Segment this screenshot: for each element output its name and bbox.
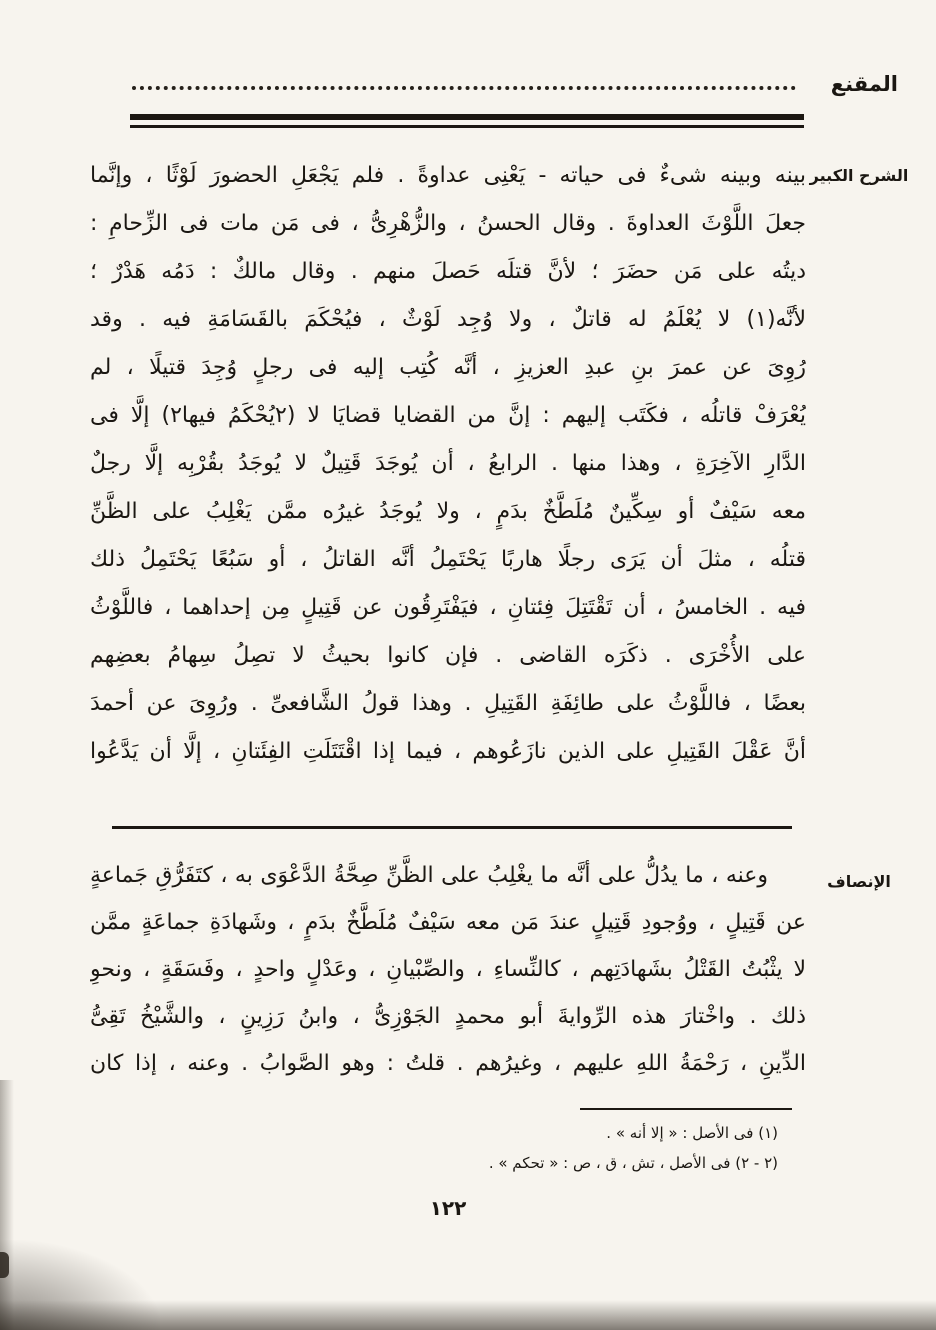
text-line: الدِّينِ ، رَحْمَةُ اللهِ عليهم ، وغيرُهم . قلتُ : وهو الصَّوابُ . وعنه ، إذا كان xyxy=(90,1051,806,1076)
book-title: المقنع xyxy=(830,72,898,96)
text-line: يُعْرَفْ قاتلُه ، فكَتَب إليهم : إنَّ من القضايا قضايَا لا (٢يُحْكَمُ فيها٢) إلَّا فى xyxy=(90,403,806,428)
footnote-1: (١) فى الأصل : « إلا أنه » . xyxy=(606,1124,778,1142)
ink-smudge xyxy=(0,1252,9,1278)
header-double-rule xyxy=(130,114,804,128)
footnote-2: (٢ - ٢) فى الأصل ، تش ، ق ، ص : « تحكم » . xyxy=(488,1154,778,1172)
section-divider-rule xyxy=(112,826,792,829)
text-line: معه سَيْفٌ أو سِكِّينٌ مُلَطَّخٌ بدَمٍ ، ولا يُوجَدُ غيرُه ممَّن يَغْلِبُ على الظَّنِّ xyxy=(90,499,806,524)
text-line: على الأُخْرَى . ذكَرَه القاضى . فإن كانوا بحيثُ لا تصِلُ سِهامُ بعضِهم xyxy=(90,643,806,668)
section-insaf xyxy=(90,852,806,1087)
text-line: عن قَتِيلٍ ، ووُجودِ قَتِيلٍ عندَ مَن معه سَيْفٌ مُلَطَّخٌ بدَمٍ ، وشَهادَةِ جماعَةٍ ممَّن xyxy=(90,910,806,935)
text-line: ديتُه على مَن حضَرَ ؛ لأنَّ قتلَه حَصلَ منهم . وقال مالكٌ : دَمُه هَدْرٌ ؛ xyxy=(90,259,806,284)
margin-label-insaf: الإنصاف xyxy=(827,872,891,891)
text-line: لا يثْبُتُ القَتْلُ بشَهادَتِهم ، كالنِّساءِ ، والصِّبْيانِ ، وعَدْلٍ واحدٍ ، وفَسَقَةٍ ، ونحوِ xyxy=(90,957,806,982)
scan-shadow-corner xyxy=(0,1240,160,1330)
text-line: ذلك . واخْتارَ هذه الرِّوايةَ أبو محمدٍ الجَوْزِىُّ ، وابنُ رَزِينٍ ، والشَّيْخُ تَقِىُّ xyxy=(90,1004,806,1029)
text-line: الدَّارِ الآخِرَةِ ، وهذا منها . الرابعُ ، أن يُوجَدَ قَتِيلٌ لا يُوجَدُ بقُرْبِه إلَّا رجلٌ xyxy=(90,451,806,476)
page-number: ١٢٢ xyxy=(429,1196,467,1220)
text-line: بينه وبينه شىءٌ فى حياته - يَعْنِى عداوةً . فلم يَجْعَلِ الحضورَ لَوْثًا ، وإنَّما xyxy=(90,163,806,188)
text-line: بعضًا ، فاللَّوْثُ على طائِفَةِ القَتِيلِ . وهذا قولُ الشَّافعىِّ . ورُوِىَ عن أحمدَ xyxy=(90,691,806,716)
section-sharh-kabir xyxy=(90,152,806,776)
text-line: قتلُه ، مثلَ أن يَرَى رجلًا هاربًا يَحْتَمِلُ أنَّه القاتلُ ، أو سَبُعًا يَحْتَمِلُ ذلك xyxy=(90,547,806,572)
header-dotted-line xyxy=(132,86,796,90)
text-line: وعنه ، ما يدُلُّ على أنَّه ما يغْلِبُ على الظَّنِّ صِحَّةُ الدَّعْوَى به ، كتَفَرُّقِ جَماعةٍ xyxy=(90,863,768,888)
margin-label-sharh-kabir: الشرح الكبير xyxy=(809,166,909,185)
footnotes-block xyxy=(198,1118,778,1178)
text-line: لأنَّه(١) لا يُعْلَمُ له قاتلٌ ، ولا وُجِد لَوْثٌ ، فيُحْكَمَ بالقَسَامَةِ فيه . وقد xyxy=(90,307,806,332)
scan-shadow-left xyxy=(0,1080,14,1330)
text-line: فيه . الخامسُ ، أن تَقْتَتِلَ فِئتانِ ، فيَفْتَرِقُون عن قَتِيلٍ مِن إحداهما ، فاللَّوْثُ xyxy=(90,595,806,620)
text-line: أنَّ عَقْلَ القَتِيلِ على الذين نازَعُوهم ، فيما إذا اقْتَتَلَتِ الفِئَتانِ ، إلَّا أن يَدَّعُوا xyxy=(90,739,806,764)
text-line: جعلَ اللَّوْثَ العداوةَ . وقال الحسنُ ، والزُّهْرِىُّ ، فى مَن مات فى الزِّحامِ : xyxy=(90,211,806,236)
footnote-divider-rule xyxy=(580,1108,792,1110)
text-line: رُوِىَ عن عمرَ بنِ عبدِ العزيزِ ، أنَّه كُتِب إليه فى رجلٍ وُجِدَ قتيلًا ، لم xyxy=(90,355,806,380)
scan-shadow-bottom xyxy=(0,1300,936,1330)
